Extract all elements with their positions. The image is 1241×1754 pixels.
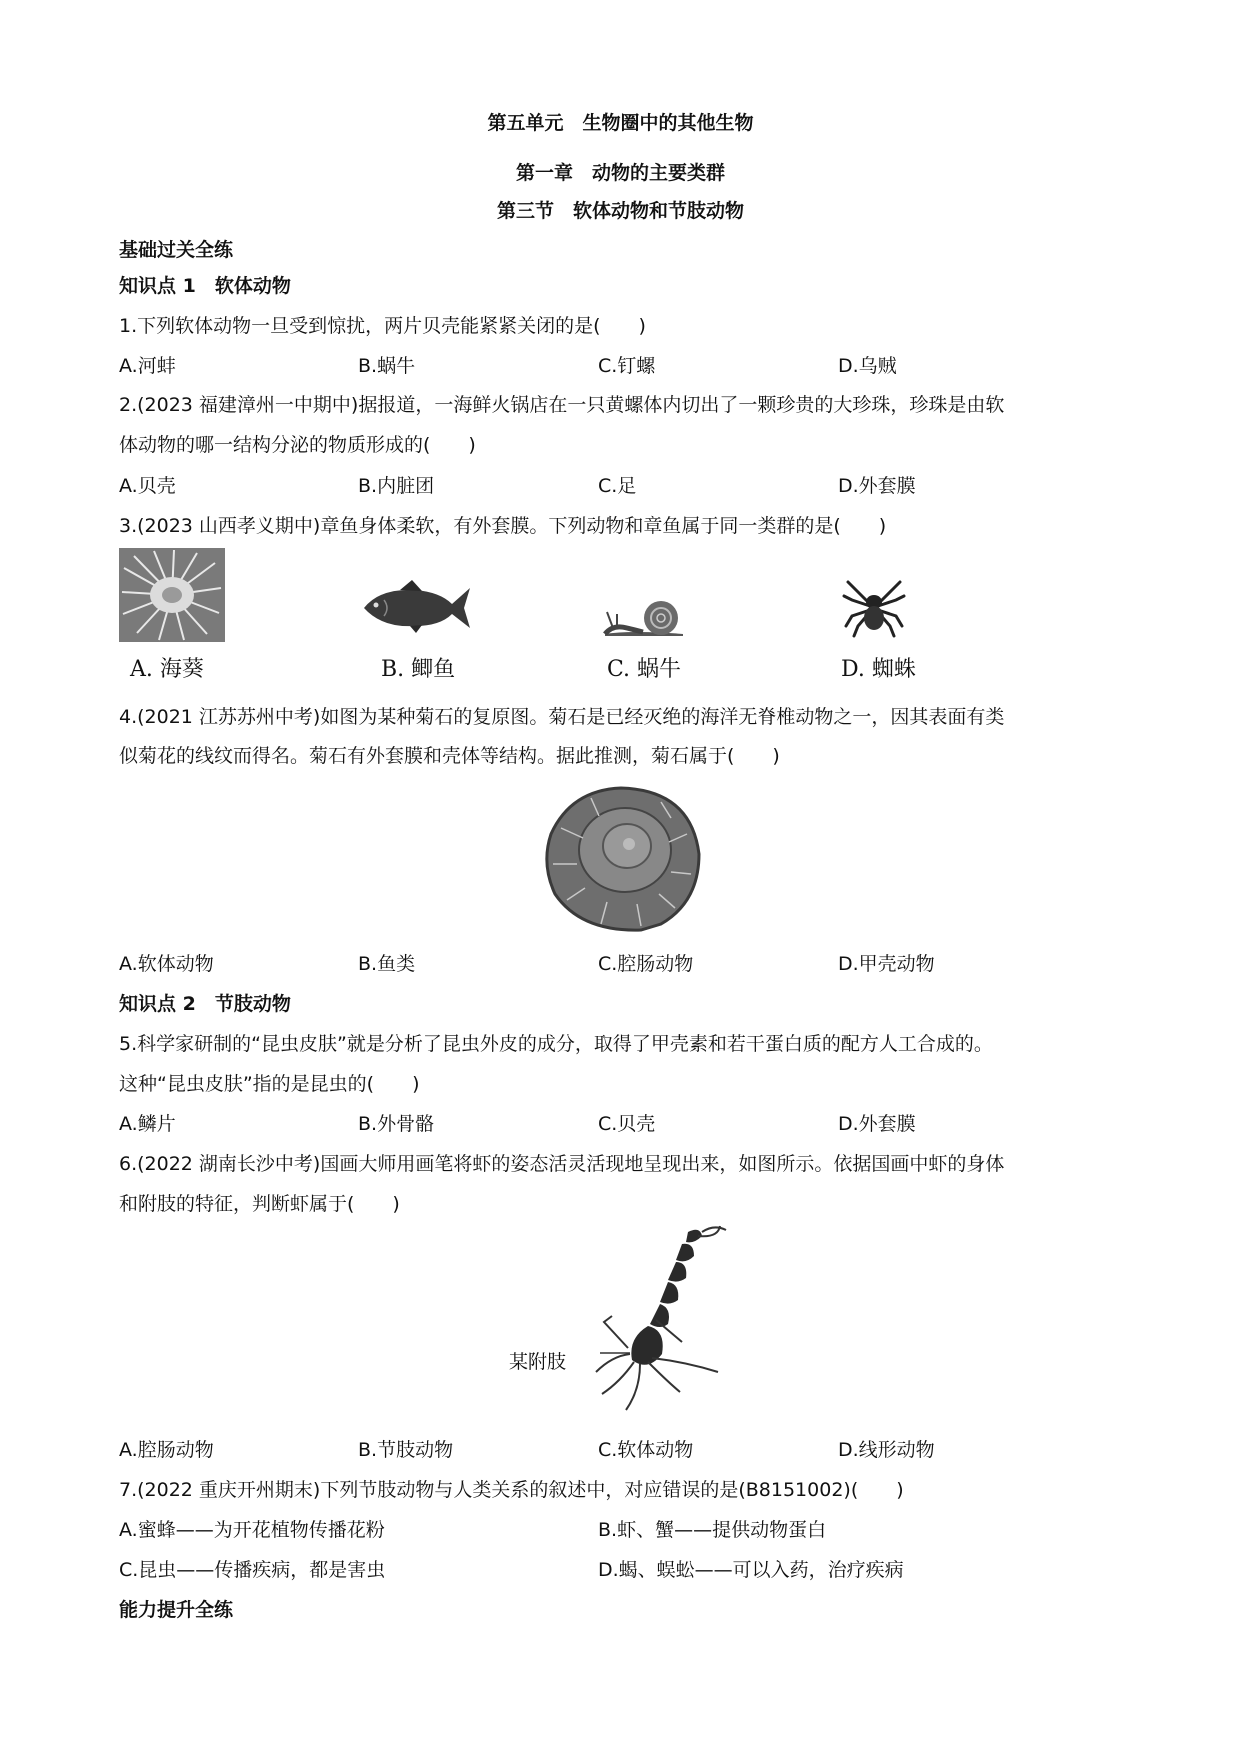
- q5-option-d: D.外套膜: [838, 1113, 916, 1135]
- question-7-stem: 7.(2022 重庆开州期末)下列节肢动物与人类关系的叙述中，对应错误的是(B8151002)( ): [119, 1479, 904, 1501]
- question-3-stem: 3.(2023 山西孝义期中)章鱼身体柔软，有外套膜。下列动物和章鱼属于同一类群的是( ): [119, 515, 887, 537]
- q1-option-d: D.乌贼: [838, 355, 897, 377]
- question-5-line-1: 5.科学家研制的“昆虫皮肤”就是分析了昆虫外皮的成分，取得了甲壳素和若干蛋白质的配方人工合成的。: [119, 1033, 993, 1055]
- q4-option-d: D.甲壳动物: [838, 953, 935, 975]
- snail-image: [603, 590, 693, 638]
- q2-option-d: D.外套膜: [838, 475, 916, 497]
- question-5-line-2: 这种“昆虫皮肤”指的是昆虫的( ): [119, 1073, 420, 1095]
- q6-option-c: C.软体动物: [598, 1439, 694, 1461]
- section-title: 第三节 软体动物和节肢动物: [496, 200, 744, 222]
- part-basic-title: 基础过关全练: [119, 239, 234, 261]
- sea-anemone-image: [119, 548, 225, 642]
- q5-option-c: C.贝壳: [598, 1113, 656, 1135]
- q6-option-b: B.节肢动物: [358, 1439, 454, 1461]
- question-4-line-2: 似菊花的线纹而得名。菊石有外套膜和壳体等结构。据此推测，菊石属于( ): [119, 745, 780, 767]
- unit-title: 第五单元 生物圈中的其他生物: [487, 112, 754, 134]
- q7-option-c: C.昆虫——传播疾病，都是害虫: [119, 1559, 386, 1581]
- q1-option-a: A.河蚌: [119, 355, 176, 377]
- question-2-line-2: 体动物的哪一结构分泌的物质形成的( ): [119, 434, 476, 456]
- question-4-line-1: 4.(2021 江苏苏州中考)如图为某种菊石的复原图。菊石是已经灭绝的海洋无脊椎动物之一，因其表面有类: [119, 706, 1005, 728]
- q1-option-c: C.钉螺: [598, 355, 656, 377]
- ammonite-image: [541, 784, 703, 932]
- q4-option-c: C.腔肠动物: [598, 953, 694, 975]
- question-1-stem: 1.下列软体动物一旦受到惊扰，两片贝壳能紧紧关闭的是( ): [119, 315, 646, 337]
- q5-option-a: A.鳞片: [119, 1113, 176, 1135]
- q2-option-b: B.内脏团: [358, 475, 435, 497]
- shrimp-painting-image: [590, 1222, 730, 1412]
- q3-picture-label-a: A. 海葵: [130, 657, 204, 682]
- q1-option-b: B.蜗牛: [358, 355, 416, 377]
- crucian-carp-image: [360, 578, 472, 634]
- q7-option-d: D.蝎、蜈蚣——可以入药，治疗疾病: [598, 1559, 904, 1581]
- knowledge-point-2: 知识点 2 节肢动物: [119, 993, 291, 1015]
- q5-option-b: B.外骨骼: [358, 1113, 435, 1135]
- q4-option-b: B.鱼类: [358, 953, 416, 975]
- part-advanced-title: 能力提升全练: [119, 1599, 234, 1621]
- q4-option-a: A.软体动物: [119, 953, 214, 975]
- q7-option-b: B.虾、蟹——提供动物蛋白: [598, 1519, 827, 1541]
- appendage-label: 某附肢: [509, 1351, 567, 1373]
- q2-option-c: C.足: [598, 475, 637, 497]
- q3-picture-label-b: B. 鲫鱼: [381, 657, 456, 682]
- question-6-line-2: 和附肢的特征，判断虾属于( ): [119, 1193, 400, 1215]
- q3-picture-label-c: C. 蜗牛: [607, 657, 682, 682]
- q3-picture-label-d: D. 蜘蛛: [841, 657, 916, 682]
- q6-option-a: A.腔肠动物: [119, 1439, 214, 1461]
- q7-option-a: A.蜜蜂——为开花植物传播花粉: [119, 1519, 385, 1541]
- spider-image: [842, 578, 906, 638]
- q6-option-d: D.线形动物: [838, 1439, 935, 1461]
- chapter-title: 第一章 动物的主要类群: [515, 162, 725, 184]
- knowledge-point-1: 知识点 1 软体动物: [119, 275, 291, 297]
- q2-option-a: A.贝壳: [119, 475, 176, 497]
- question-2-line-1: 2.(2023 福建漳州一中期中)据报道，一海鲜火锅店在一只黄螺体内切出了一颗珍贵的大珍珠，珍珠是由软: [119, 394, 1005, 416]
- question-6-line-1: 6.(2022 湖南长沙中考)国画大师用画笔将虾的姿态活灵活现地呈现出来，如图所示。依据国画中虾的身体: [119, 1153, 1005, 1175]
